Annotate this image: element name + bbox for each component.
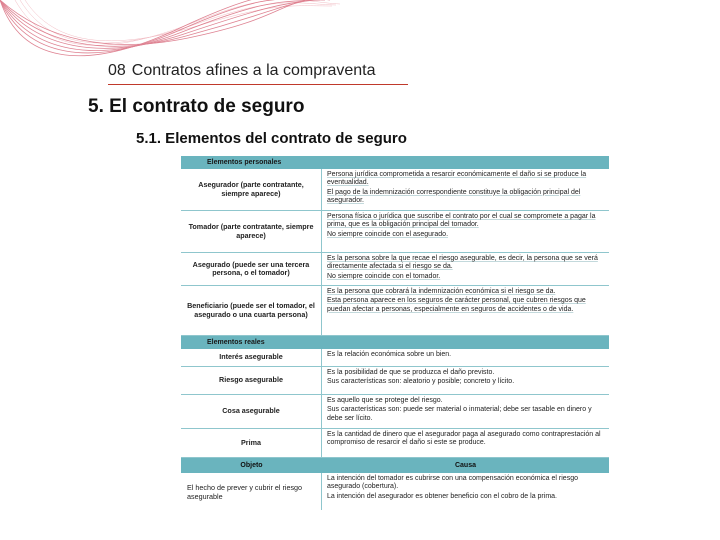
row-text: No siempre coincide con el asegurado. xyxy=(327,230,449,238)
subsection-title: 5.1. Elementos del contrato de seguro xyxy=(136,130,407,147)
row-text: Persona jurídica comprometida a resarcir económicamente el daño si se produce la eventualidad. xyxy=(327,171,587,187)
object-header: Objeto xyxy=(240,462,263,469)
row-description xyxy=(322,169,609,210)
row-description xyxy=(322,286,609,335)
row-text: La intención del asegurador es obtener beneficio con el cobro de la prima. xyxy=(327,492,557,500)
section-title: 5. El contrato de seguro xyxy=(88,96,305,117)
real-elements-header: Elementos reales xyxy=(181,336,609,349)
row-text: No siempre coincide con el tomador. xyxy=(327,272,441,280)
row-text: Es la relación económica sobre un bien. xyxy=(327,351,452,358)
row-text: Es aquello que se protege del riesgo. xyxy=(327,397,443,404)
row-description xyxy=(322,429,609,457)
chapter-heading xyxy=(108,62,408,85)
table-row xyxy=(181,473,609,510)
row-text: Es la persona sobre la que recae el riesgo asegurable, es decir, la persona que se verá directamente afectada si el riesgo se da. xyxy=(327,255,598,271)
row-description xyxy=(322,253,609,285)
row-description xyxy=(322,349,609,366)
table-row xyxy=(181,349,609,367)
row-text: Sus características son: aleatorio y posible; concreto y lícito. xyxy=(327,378,515,386)
row-text: Es la cantidad de dinero que el asegurador paga al asegurado como contraprestación al compromiso de resarcir el daño si este se produce. xyxy=(327,431,601,447)
cause-header: Causa xyxy=(454,462,476,469)
object-text: El hecho de prever y cubrir el riesgo asegurable xyxy=(181,473,322,510)
cause-description xyxy=(322,473,609,510)
table-row xyxy=(181,429,609,458)
object-cause-header xyxy=(181,458,609,473)
row-label: Asegurador (parte contratante, siempre aparece) xyxy=(181,169,322,210)
table-row xyxy=(181,169,609,211)
table-row xyxy=(181,367,609,395)
row-text: Esta persona aparece en los seguros de carácter personal, que cubren riesgos que puedan afectar a personas, especialmente en seguros de accidentes o de vida. xyxy=(327,297,586,313)
chapter-number: 08 xyxy=(108,62,126,79)
row-label: Prima xyxy=(181,429,322,457)
row-text: Persona física o jurídica que suscribe el contrato por el cual se compromete a pagar la prima, que es la obligación principal del tomador. xyxy=(327,213,596,229)
table-row xyxy=(181,211,609,253)
row-label: Interés asegurable xyxy=(181,349,322,366)
row-label: Asegurado (puede ser una tercera persona, o el tomador) xyxy=(181,253,322,285)
personal-elements-header: Elementos personales xyxy=(181,156,609,169)
table-row xyxy=(181,253,609,286)
row-description xyxy=(322,367,609,394)
table-row xyxy=(181,395,609,429)
row-text: Sus características son: puede ser material o inmaterial; debe ser tasable en dinero y debe ser lícito. xyxy=(327,406,592,422)
chapter-title: Contratos afines a la compraventa xyxy=(131,62,376,79)
row-label: Tomador (parte contratante, siempre aparece) xyxy=(181,211,322,252)
row-description xyxy=(322,211,609,252)
row-label: Riesgo asegurable xyxy=(181,367,322,394)
row-label: Cosa asegurable xyxy=(181,395,322,428)
table-row xyxy=(181,286,609,336)
row-text: La intención del tomador es cubrirse con una compensación económica el riesgo asegurado (cobertura). xyxy=(327,475,578,491)
row-text: Es la persona que cobrará la indemnización económica si el riesgo se da. xyxy=(327,288,556,295)
row-text: Es la posibilidad de que se produzca el daño previsto. xyxy=(327,369,495,376)
row-text: El pago de la indemnización correspondiente constituye la obligación principal del asegurador. xyxy=(327,188,581,205)
elements-table xyxy=(181,156,609,510)
row-label: Beneficiario (puede ser el tomador, el asegurado o una cuarta persona) xyxy=(181,286,322,335)
row-description xyxy=(322,395,609,428)
